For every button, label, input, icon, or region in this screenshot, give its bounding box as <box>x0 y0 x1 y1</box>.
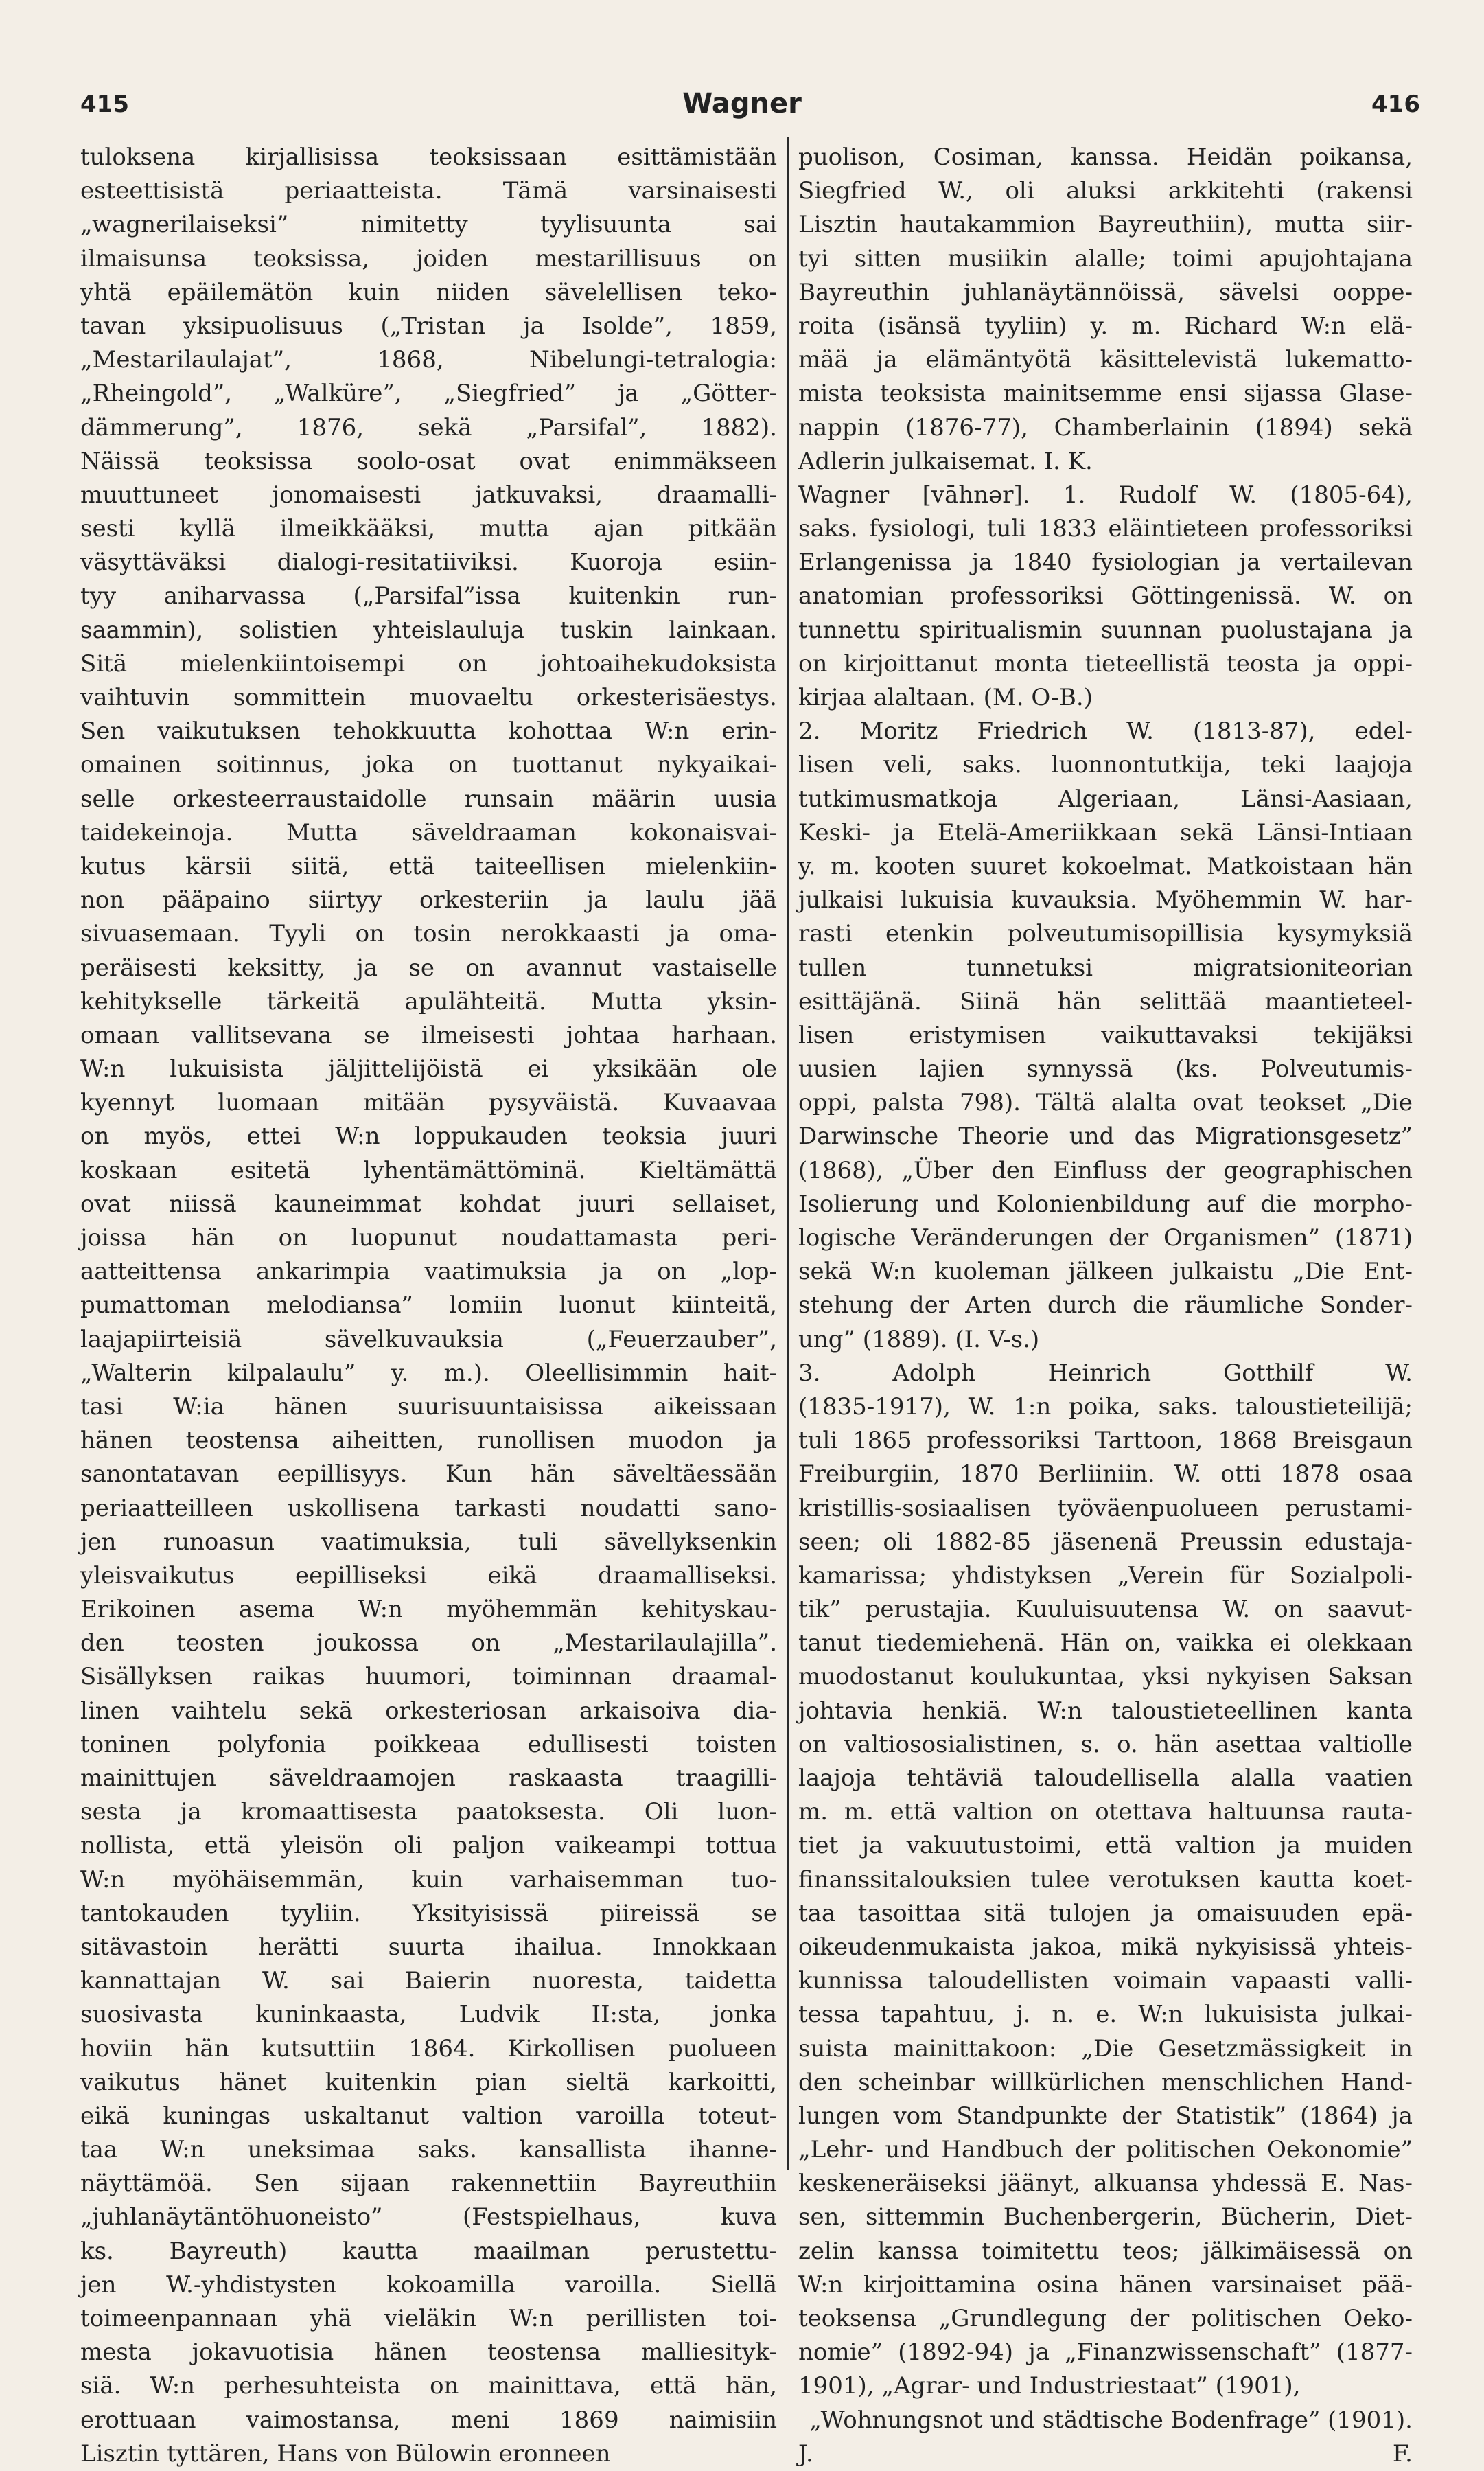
text-line: Siegfried W., oli aluksi arkkitehti (rakensi <box>798 177 1413 205</box>
text-line: anatomian professoriksi Göttingenissä. W. on <box>798 582 1413 610</box>
text-line: tavan yksipuolisuus („Tristan ja Isolde”, 1859, <box>80 312 777 340</box>
text-line: oikeudenmukaista jakoa, mikä nykyisissä yhteis- <box>798 1933 1413 1961</box>
text-line: oppi, palsta 798). Tältä alalta ovat teokset „Die <box>798 1089 1413 1117</box>
text-line: saammin), solistien yhteislauluja tuskin lainkaan. <box>80 616 777 644</box>
text-line: selle orkesteerraustaidolle runsain määrin uusia <box>80 785 777 813</box>
text-line: mesta jokavuotisia hänen teostensa malliesityk- <box>80 2338 777 2367</box>
text-line: „juhlanäytäntöhuoneisto” (Festspielhaus, kuva <box>80 2203 777 2231</box>
text-line: Lisztin tyttären, Hans von Bülowin eronneen <box>80 2439 611 2468</box>
text-line: taa W:n uneksimaa saks. kansallista ihanne- <box>80 2136 777 2164</box>
left-column <box>80 141 777 2468</box>
text-line: dämmerung”, 1876, sekä „Parsifal”, 1882). <box>80 413 777 441</box>
text-line: sen, sittemmin Buchenbergerin, Bücherin, Diet- <box>798 2203 1413 2231</box>
text-line: julkaisi lukuisia kuvauksia. Myöhemmin W. har- <box>798 886 1413 915</box>
text-line: omainen soitinnus, joka on tuottanut nykyaikai- <box>80 751 777 779</box>
text-line: teoksensa „Grundlegung der politischen Oeko- <box>798 2305 1413 2332</box>
text-line: hoviin hän kutsuttiin 1864. Kirkollisen puolueen <box>80 2034 777 2062</box>
text-line: on kirjoittanut monta tieteellistä teosta ja oppi- <box>798 650 1413 678</box>
text-line: vaikutus hänet kuitenkin pian sieltä karkoitti, <box>80 2068 777 2096</box>
text-line: (1835-1917), W. 1:n poika, saks. taloustieteilijä; <box>798 1392 1413 1421</box>
text-line: logische Veränderungen der Organismen” (1871) <box>798 1224 1413 1252</box>
column-divider <box>787 137 789 2170</box>
text-line: laajapiirteisiä sävelkuvauksia („Feuerzauber”, <box>80 1325 777 1353</box>
text-line: „Lehr- und Handbuch der politischen Oekonomie” <box>798 2136 1413 2164</box>
text-line: linen vaihtelu sekä orkesteriosan arkaisoiva dia- <box>80 1697 777 1725</box>
text-line: lungen vom Standpunkte der Statistik” (1864) ja <box>798 2102 1413 2130</box>
text-line: kutus kärsii siitä, että taiteellisen mielenkiin- <box>80 852 777 880</box>
text-line: suosivasta kuninkaasta, Ludvik II:sta, jonka <box>80 2001 777 2029</box>
text-line: tantokauden tyyliin. Yksityisissä piireissä se <box>80 1899 777 1927</box>
text-line: eikä kuningas uskaltanut valtion varoilla toteut- <box>80 2102 777 2130</box>
page-header <box>0 0 1484 130</box>
right-column <box>798 141 1413 2468</box>
text-line: tik” perustajia. Kuuluisuutensa W. on saavut- <box>798 1596 1413 1624</box>
text-line: „Mestarilaulajat”, 1868, Nibelungi-tetralogia: <box>80 346 777 374</box>
text-line: finanssitalouksien tulee verotuksen kautta koet- <box>798 1865 1413 1894</box>
text-line: tuloksena kirjallisissa teoksissaan esittämistään <box>80 143 777 171</box>
text-line: seen; oli 1882-85 jäsenenä Preussin edustaja- <box>798 1528 1413 1556</box>
text-line: W:n myöhäisemmän, kuin varhaisemman tuo- <box>80 1865 777 1894</box>
text-line: nappin (1876-77), Chamberlainin (1894) sekä <box>798 413 1413 441</box>
text-line: stehung der Arten durch die räumliche Sonder- <box>798 1291 1413 1320</box>
text-line: kamarissa; yhdistyksen „Verein für Sozialpoli- <box>798 1561 1413 1589</box>
text-line: kirjaa alaltaan. (M. O-B.) <box>798 684 1093 711</box>
text-line: sivuasemaan. Tyyli on tosin nerokkaasti ja oma- <box>80 920 777 948</box>
text-line: sitävastoin herätti suurta ihailua. Innokkaan <box>80 1933 777 1961</box>
text-line: tyi sitten musiikin alalle; toimi apujohtajana <box>798 244 1413 273</box>
text-line: Lisztin hautakammion Bayreuthiin), mutta siir- <box>798 211 1413 239</box>
text-line: koskaan esitetä lyhentämättöminä. Kieltämättä <box>80 1156 777 1184</box>
text-line: tiet ja vakuutustoimi, että valtion ja muiden <box>798 1832 1413 1860</box>
text-line: taa tasoittaa sitä tulojen ja omaisuuden epä- <box>798 1899 1413 1927</box>
page-number-left: 415 <box>80 91 129 118</box>
text-line: rasti etenkin polveutumisopillisia kysymyksiä <box>798 920 1413 948</box>
text-line: muuttuneet jonomaisesti jatkuvaksi, draamalli- <box>80 481 777 509</box>
text-line: ks. Bayreuth) kautta maailman perustettu- <box>80 2237 777 2265</box>
text-line: Darwinsche Theorie und das Migrationsgesetz” <box>798 1123 1413 1151</box>
text-line: kristillis-sosiaalisen työväenpuolueen perustami- <box>798 1494 1413 1522</box>
text-line: vaihtuvin sommittein muovaeltu orkesterisäestys. <box>80 684 777 711</box>
text-line: 2. Moritz Friedrich W. (1813-87), edel- <box>798 717 1413 746</box>
text-line: tanut tiedemiehenä. Hän on, vaikka ei olekkaan <box>798 1629 1413 1657</box>
text-line: Sen vaikutuksen tehokkuutta kohottaa W:n erin- <box>80 717 777 746</box>
text-line: tunnettu spiritualismin suunnan puolustajana ja <box>798 616 1413 644</box>
text-line: uusien lajien synnyssä (ks. Polveutumis- <box>798 1055 1413 1083</box>
text-line: suista mainittakoon: „Die Gesetzmässigkeit in <box>798 2034 1413 2062</box>
text-line: Freiburgiin, 1870 Berliiniin. W. otti 1878 osaa <box>798 1460 1413 1489</box>
text-line: aatteittensa ankarimpia vaatimuksia ja on „lop- <box>80 1258 777 1286</box>
text-line: sanontatavan eepillisyys. Kun hän säveltäessään <box>80 1460 777 1489</box>
text-line: jen W.-yhdistysten kokoamilla varoilla. Siellä <box>80 2271 777 2299</box>
text-line: periaatteilleen uskollisena tarkasti noudatti sano- <box>80 1494 777 1522</box>
text-line: kannattajan W. sai Baierin nuoresta, taidetta <box>80 1967 777 1995</box>
text-line: puolison, Cosiman, kanssa. Heidän poikansa, <box>798 143 1413 171</box>
page-number-right: 416 <box>1371 91 1420 118</box>
running-head: Wagner <box>682 88 802 119</box>
text-line: Isolierung und Kolonienbildung auf die morpho- <box>798 1190 1413 1218</box>
text-line: mista teoksista mainitsemme ensi sijassa Glase- <box>798 380 1413 408</box>
text-line: pumattoman melodiansa” lomiin luonut kiinteitä, <box>80 1291 777 1320</box>
text-line: „Rheingold”, „Walküre”, „Siegfried” ja „Götter- <box>80 380 777 408</box>
text-line: toimeenpannaan yhä vieläkin W:n perillisten toi- <box>80 2305 777 2332</box>
text-line: hänen teostensa aiheitten, runollisen muodon ja <box>80 1427 777 1455</box>
text-line: Näissä teoksissa soolo-osat ovat enimmäkseen <box>80 447 777 475</box>
text-line: joissa hän on luopunut noudattamasta peri- <box>80 1224 777 1252</box>
text-line: lisen eristymisen vaikuttavaksi tekijäksi <box>798 1021 1413 1049</box>
text-line: tutkimusmatkoja Algeriaan, Länsi-Aasiaan, <box>798 785 1413 813</box>
text-line: Erikoinen asema W:n myöhemmän kehityskau- <box>80 1596 777 1624</box>
text-line: toninen polyfonia poikkeaa edullisesti toisten <box>80 1730 777 1758</box>
text-line: ung” (1889). (I. V-s.) <box>798 1325 1040 1353</box>
text-line: non pääpaino siirtyy orkesteriin ja laulu jää <box>80 886 777 915</box>
text-line: Bayreuthin juhlanäytännöissä, sävelsi ooppe- <box>798 278 1413 306</box>
text-line: tullen tunnetuksi migratsioniteorian <box>798 954 1413 982</box>
text-line: keskeneräiseksi jäänyt, alkuansa yhdessä E. Nas- <box>798 2170 1413 2198</box>
text-line: „Walterin kilpalaulu” y. m.). Oleellisimmin hait- <box>80 1359 777 1387</box>
text-line: „Wohnungsnot und städtische Bodenfrage” (1901). <box>809 2406 1413 2434</box>
text-line: on valtiososialistinen, s. o. hän asettaa valtiolle <box>798 1730 1413 1758</box>
text-line: tessa tapahtuu, j. n. e. W:n lukuisista julkai- <box>798 2001 1413 2029</box>
text-line: J. F. <box>798 2439 1413 2468</box>
text-line: laajoja tehtäviä taloudellisella alalla vaatien <box>798 1765 1413 1792</box>
text-line: y. m. kooten suuret kokoelmat. Matkoistaan hän <box>798 852 1413 880</box>
text-line: esteettisistä periaatteista. Tämä varsinaisesti <box>80 177 777 205</box>
text-line: omaan vallitsevana se ilmeisesti johtaa harhaan. <box>80 1021 777 1049</box>
text-line: yhtä epäilemätön kuin niiden sävelellisen teko- <box>80 278 777 306</box>
text-line: nomie” (1892-94) ja „Finanzwissenschaft” (1877- <box>798 2338 1413 2367</box>
text-line: Keski- ja Etelä-Ameriikkaan sekä Länsi-Intiaan <box>798 818 1413 847</box>
text-line: kunnissa taloudellisten voimain vapaasti valli- <box>798 1967 1413 1995</box>
text-line: sesta ja kromaattisesta paatoksesta. Oli luon- <box>80 1798 777 1826</box>
text-line: esittäjänä. Siinä hän selittää maantieteel- <box>798 987 1413 1015</box>
text-line: zelin kanssa toimitettu teos; jälkimäisessä on <box>798 2237 1413 2265</box>
text-line: kyennyt luomaan mitään pysyväistä. Kuvaavaa <box>80 1089 777 1117</box>
text-line: väsyttäväksi dialogi-resitatiiviksi. Kuoroja esiin- <box>80 549 777 577</box>
text-line: jen runoasun vaatimuksia, tuli sävellyksenkin <box>80 1528 777 1556</box>
text-line: 3. Adolph Heinrich Gotthilf W. <box>798 1359 1413 1387</box>
text-line: den scheinbar willkürlichen menschlichen Hand- <box>798 2068 1413 2096</box>
text-line: sesti kyllä ilmeikkääksi, mutta ajan pitkään <box>80 515 777 543</box>
text-line: erottuaan vaimostansa, meni 1869 naimisiin <box>80 2406 777 2434</box>
text-line: ovat niissä kauneimmat kohdat juuri sellaiset, <box>80 1190 777 1218</box>
text-line: muodostanut koulukuntaa, yksi nykyisen Saksan <box>798 1663 1413 1691</box>
text-line: taidekeinoja. Mutta säveldraaman kokonaisvai- <box>80 818 777 847</box>
text-line: 1901), „Agrar- und Industriestaat” (1901), <box>798 2372 1301 2400</box>
text-line: mää ja elämäntyötä käsittelevistä lukematto- <box>798 346 1413 374</box>
text-line: ilmaisunsa teoksissa, joiden mestarillisuus on <box>80 244 777 273</box>
text-line: „wagnerilaiseksi” nimitetty tyylisuunta sai <box>80 211 777 239</box>
text-line: johtavia henkiä. W:n taloustieteellinen kanta <box>798 1697 1413 1725</box>
text-line: lisen veli, saks. luonnontutkija, teki laajoja <box>798 751 1413 779</box>
text-line: den teosten joukossa on „Mestarilaulajilla”. <box>80 1629 777 1657</box>
text-line: Adlerin julkaisemat. I. K. <box>798 447 1093 475</box>
text-line: nollista, että yleisön oli paljon vaikeampi tottua <box>80 1832 777 1860</box>
text-line: siä. W:n perhesuhteista on mainittava, että hän, <box>80 2372 777 2400</box>
text-line: tyy aniharvassa („Parsifal”issa kuitenkin run- <box>80 582 777 610</box>
text-line: on myös, ettei W:n loppukauden teoksia juuri <box>80 1123 777 1151</box>
text-line: m. m. että valtion on otettava haltuunsa rauta- <box>798 1798 1413 1826</box>
text-line: (1868), „Über den Einfluss der geographischen <box>798 1156 1413 1184</box>
text-line: Sitä mielenkiintoisempi on johtoaihekudoksista <box>80 650 777 678</box>
text-line: saks. fysiologi, tuli 1833 eläintieteen professoriksi <box>798 515 1413 543</box>
text-line: W:n lukuisista jäljittelijöistä ei yksikään ole <box>80 1055 777 1083</box>
text-line: mainittujen säveldraamojen raskaasta traagilli- <box>80 1765 777 1792</box>
text-line: kehitykselle tärkeitä apulähteitä. Mutta yksin- <box>80 987 777 1015</box>
text-line: sekä W:n kuoleman jälkeen julkaistu „Die Ent- <box>798 1258 1413 1286</box>
text-line: roita (isänsä tyyliin) y. m. Richard W:n elä- <box>798 312 1413 340</box>
text-line: tasi W:ia hänen suurisuuntaisissa aikeissaan <box>80 1392 777 1421</box>
text-line: näyttämöä. Sen sijaan rakennettiin Bayreuthiin <box>80 2170 777 2198</box>
text-line: Sisällyksen raikas huumori, toiminnan draamal- <box>80 1663 777 1691</box>
text-line: Erlangenissa ja 1840 fysiologian ja vertailevan <box>798 549 1413 577</box>
text-line: peräisesti keksitty, ja se on avannut vastaiselle <box>80 954 777 982</box>
text-line: yleisvaikutus eepilliseksi eikä draamalliseksi. <box>80 1561 777 1589</box>
text-line: Wagner [vāhnər]. 1. Rudolf W. (1805-64), <box>798 481 1413 509</box>
text-line: tuli 1865 professoriksi Tarttoon, 1868 Breisgaun <box>798 1427 1413 1455</box>
text-line: W:n kirjoittamina osina hänen varsinaiset pää- <box>798 2271 1413 2299</box>
